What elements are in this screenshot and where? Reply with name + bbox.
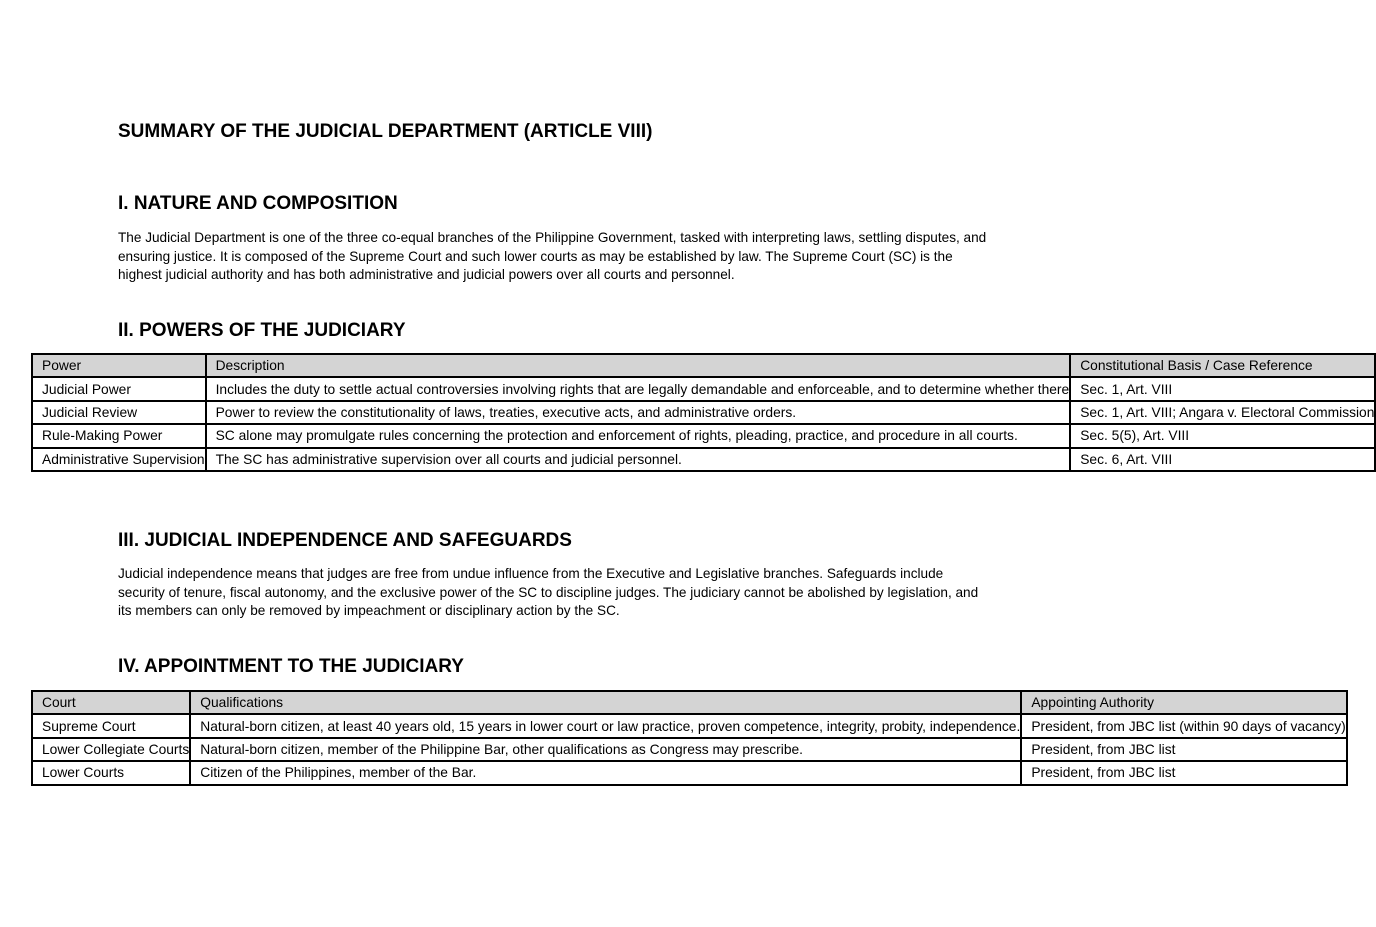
qualifications-cell: Natural-born citizen, at least 40 years old, 15 years in lower court or law practice, proven competence, integrity, probity, independence. (190, 714, 1021, 737)
column-header-power: Power (32, 354, 206, 377)
table-row (32, 401, 1375, 424)
column-header-basis: Constitutional Basis / Case Reference (1070, 354, 1375, 377)
section-nature-heading: I. NATURE AND COMPOSITION (118, 193, 398, 214)
court-cell: Lower Collegiate Courts (32, 738, 190, 761)
paragraph-line: highest judicial authority and has both administrative and judicial powers over all courts and personnel. (118, 267, 735, 282)
table-row (32, 761, 1347, 784)
court-cell: Lower Courts (32, 761, 190, 784)
column-header-court: Court (32, 691, 190, 714)
description-cell: Power to review the constitutionality of laws, treaties, executive acts, and administrative orders. (206, 401, 1071, 424)
table-header-row (32, 354, 1375, 377)
basis-cell: Sec. 5(5), Art. VIII (1070, 424, 1375, 447)
description-cell: The SC has administrative supervision over all courts and judicial personnel. (206, 448, 1071, 471)
section-powers-heading: II. POWERS OF THE JUDICIARY (118, 320, 406, 341)
court-cell: Supreme Court (32, 714, 190, 737)
column-header-description: Description (206, 354, 1071, 377)
description-cell: Includes the duty to settle actual controversies involving rights that are legally demandable and enforceable, and to determine whether there (206, 377, 1071, 400)
column-header-authority: Appointing Authority (1021, 691, 1346, 714)
basis-cell: Sec. 1, Art. VIII (1070, 377, 1375, 400)
appointment-table (31, 690, 1348, 786)
table-row (32, 377, 1375, 400)
table-header-row (32, 691, 1347, 714)
table-row (32, 448, 1375, 471)
paragraph-line: its members can only be removed by impeachment or disciplinary action by the SC. (118, 603, 620, 618)
power-cell: Administrative Supervision (32, 448, 206, 471)
basis-cell: Sec. 6, Art. VIII (1070, 448, 1375, 471)
paragraph-line: Judicial independence means that judges are free from undue influence from the Executive and Legislative branches. Safeguards include (118, 566, 944, 581)
power-cell: Judicial Review (32, 401, 206, 424)
section-independence-paragraph (118, 565, 1098, 621)
basis-cell: Sec. 1, Art. VIII; Angara v. Electoral Commission (1070, 401, 1375, 424)
qualifications-cell: Citizen of the Philippines, member of the Bar. (190, 761, 1021, 784)
table-row (32, 738, 1347, 761)
qualifications-cell: Natural-born citizen, member of the Philippine Bar, other qualifications as Congress may prescribe. (190, 738, 1021, 761)
authority-cell: President, from JBC list (1021, 761, 1346, 784)
section-appointment-heading: IV. APPOINTMENT TO THE JUDICIARY (118, 656, 464, 677)
authority-cell: President, from JBC list (1021, 738, 1346, 761)
description-cell: SC alone may promulgate rules concerning the protection and enforcement of rights, pleading, practice, and procedure in all courts. (206, 424, 1071, 447)
document-title: SUMMARY OF THE JUDICIAL DEPARTMENT (ARTICLE VIII) (118, 121, 653, 142)
power-cell: Judicial Power (32, 377, 206, 400)
paragraph-line: The Judicial Department is one of the three co-equal branches of the Philippine Government, tasked with interpreting laws, settling disputes, and (118, 230, 987, 245)
powers-table (31, 353, 1376, 472)
power-cell: Rule-Making Power (32, 424, 206, 447)
paragraph-line: security of tenure, fiscal autonomy, and the exclusive power of the SC to discipline judges. The judiciary cannot be abolished by legislation, and (118, 584, 979, 600)
section-independence-heading: III. JUDICIAL INDEPENDENCE AND SAFEGUARDS (118, 530, 572, 551)
table-row (32, 714, 1347, 737)
paragraph-line: ensuring justice. It is composed of the Supreme Court and such lower courts as may be established by law. The Supreme Court (SC) is the (118, 248, 953, 264)
table-row (32, 424, 1375, 447)
authority-cell: President, from JBC list (within 90 days of vacancy) (1021, 714, 1346, 737)
section-nature-paragraph (118, 229, 1098, 285)
column-header-qualifications: Qualifications (190, 691, 1021, 714)
